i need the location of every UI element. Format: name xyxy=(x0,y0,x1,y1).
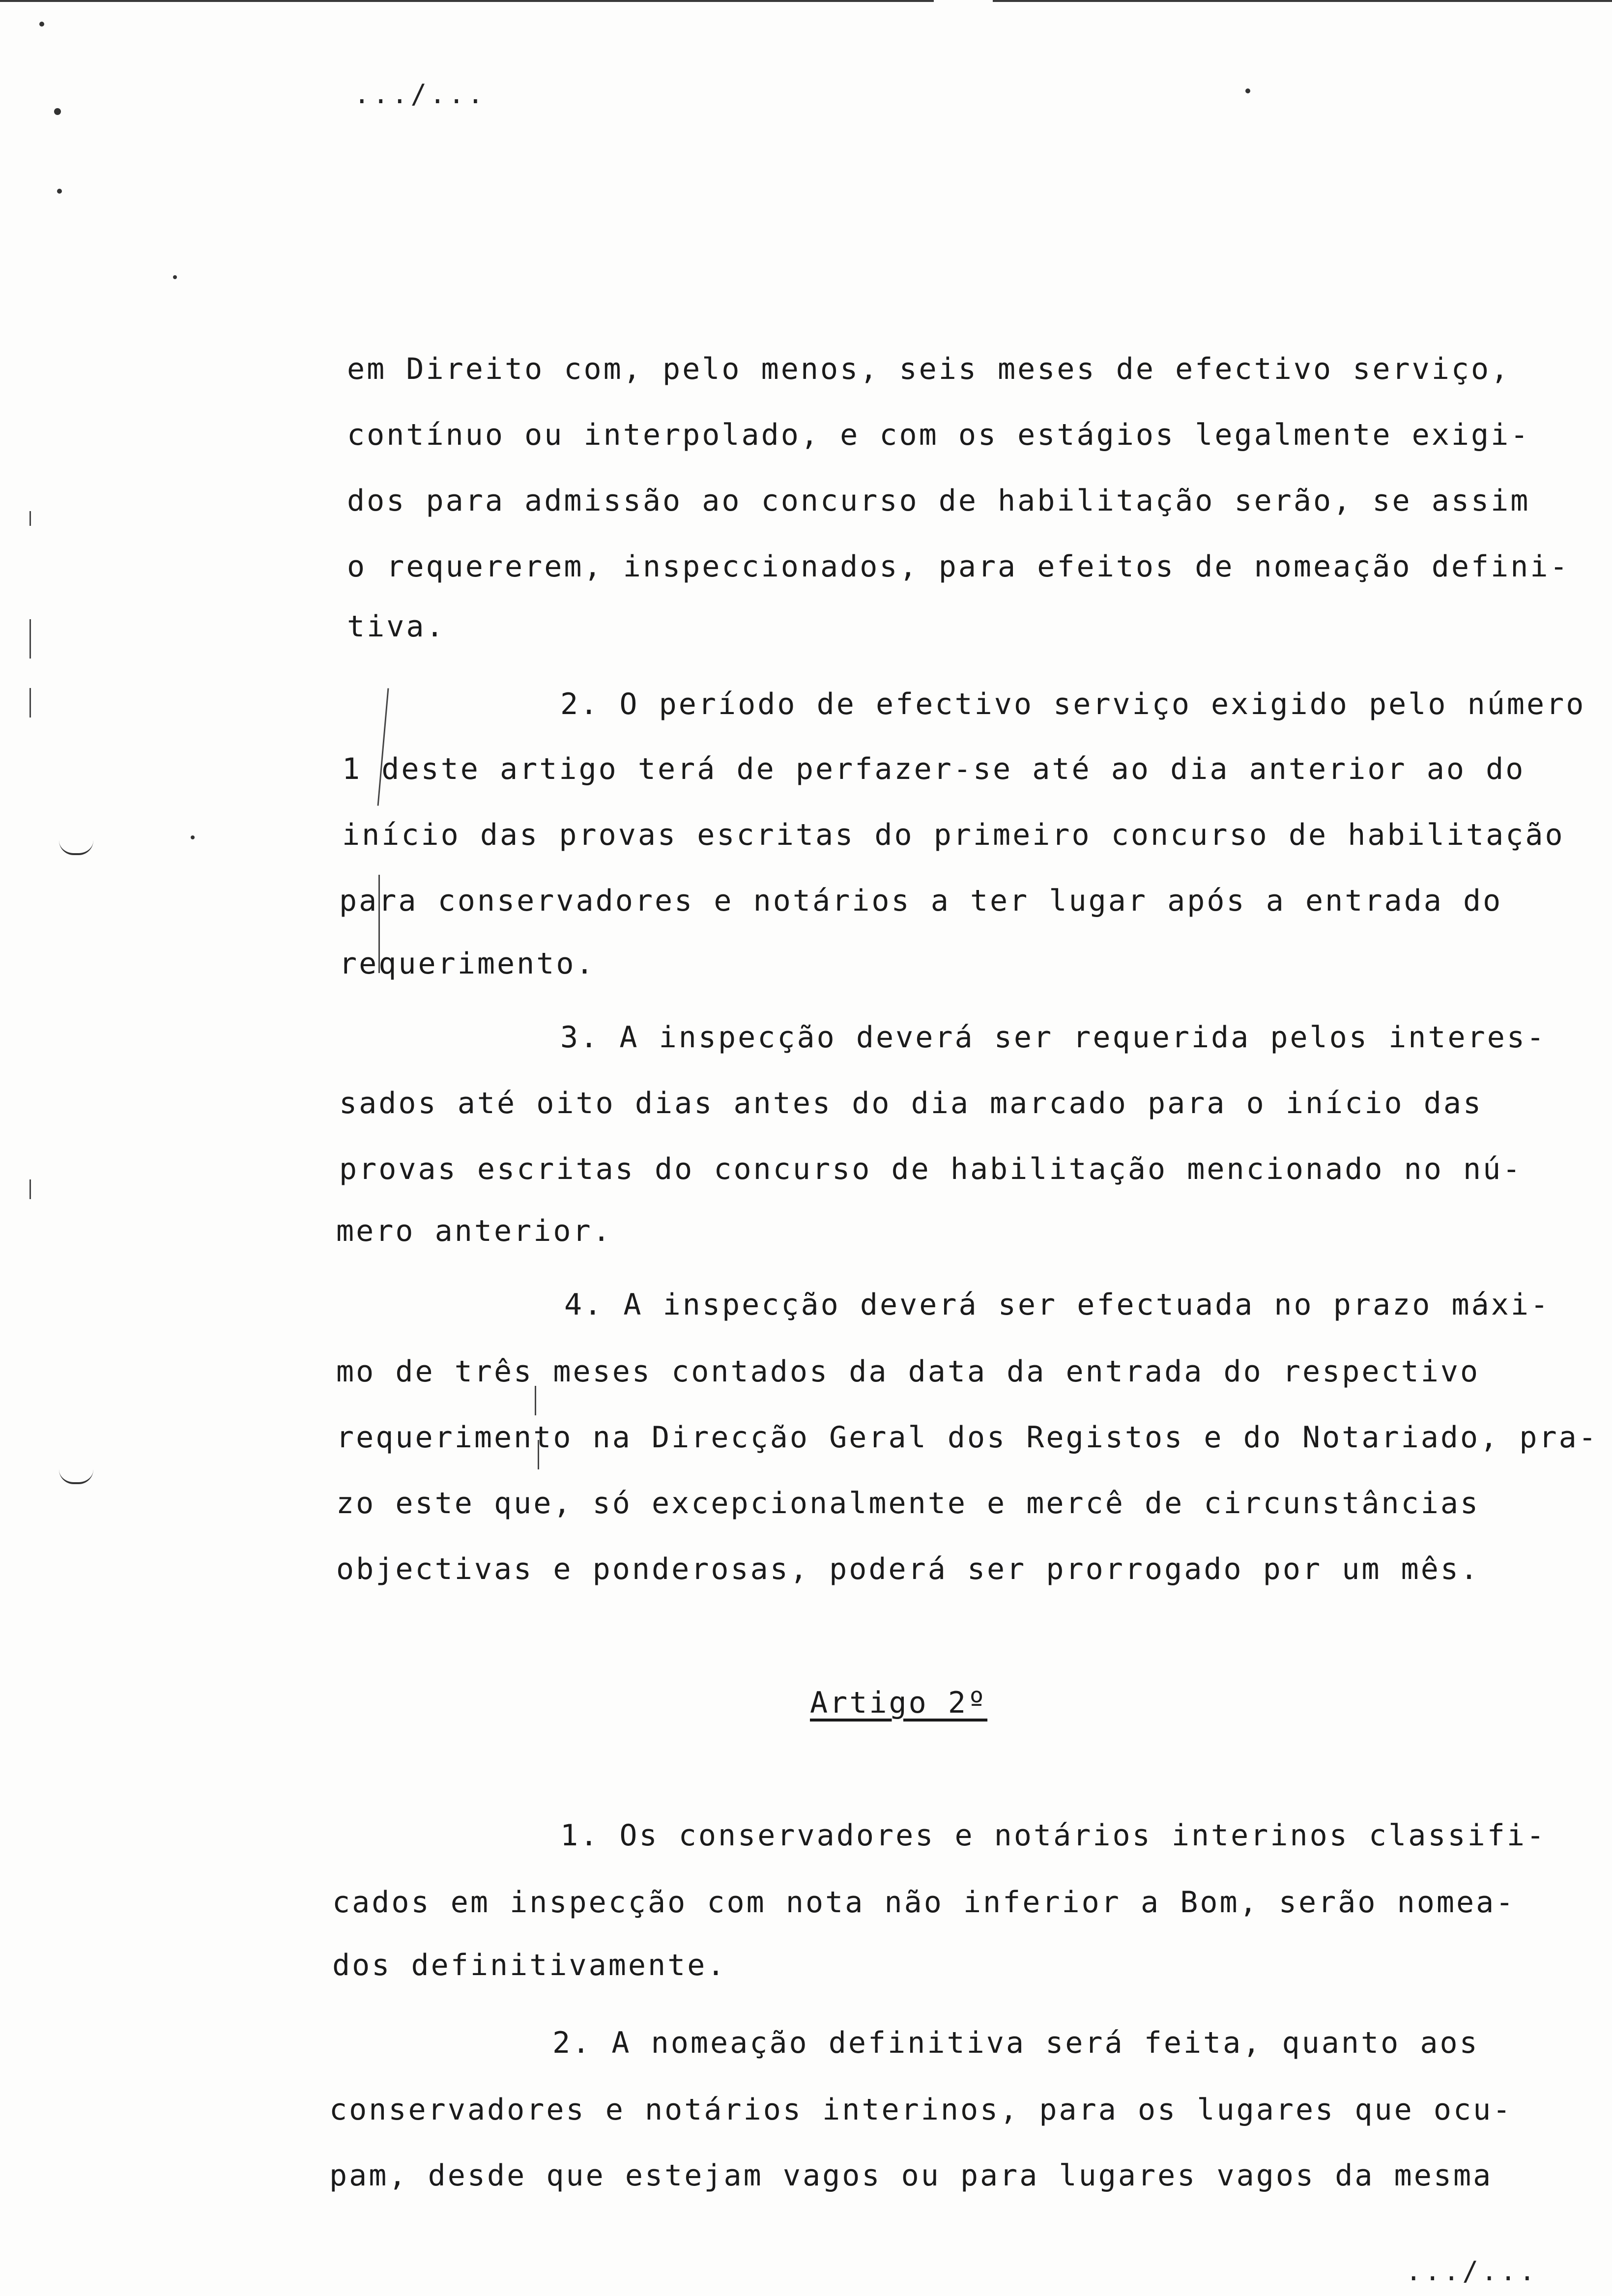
handwritten-bracket xyxy=(377,688,389,805)
body-line: requerimento. xyxy=(339,947,596,981)
continuation-mark-top: .../... xyxy=(354,79,487,110)
body-line: provas escritas do concurso de habilitação mencionado no nú- xyxy=(339,1152,1523,1186)
body-line: 3. A inspecção deverá ser requerida pelos interes- xyxy=(560,1020,1547,1055)
article-line: 1. Os conservadores e notários interinos classifi- xyxy=(560,1818,1547,1853)
scan-speck xyxy=(1245,88,1250,93)
body-line: 2. O período de efectivo serviço exigido pelo número xyxy=(560,687,1586,721)
margin-mark xyxy=(29,619,31,659)
body-line: objectivas e ponderosas, poderá ser prorrogado por um mês. xyxy=(336,1552,1480,1586)
article-line: 2. A nomeação definitiva será feita, quanto aos xyxy=(552,2026,1479,2060)
scan-speck xyxy=(173,275,177,279)
scan-speck xyxy=(39,22,44,27)
body-line: dos para admissão ao concurso de habilitação serão, se assim xyxy=(347,484,1530,518)
margin-mark xyxy=(29,688,31,718)
body-line: 4. A inspecção deverá ser efectuada no prazo máxi- xyxy=(564,1288,1551,1322)
body-line: mero anterior. xyxy=(336,1214,612,1248)
article-line: dos definitivamente. xyxy=(332,1948,727,1982)
body-line: zo este que, só excepcionalmente e mercê de circunstâncias xyxy=(336,1486,1480,1521)
body-line: mo de três meses contados da data da entrada do respectivo xyxy=(336,1354,1480,1389)
scan-speck xyxy=(191,835,195,839)
body-line: para conservadores e notários a ter lugar após a entrada do xyxy=(339,884,1503,918)
body-line: requerimento na Direcção Geral dos Registos e do Notariado, pra- xyxy=(336,1420,1598,1455)
body-line: em Direito com, pelo menos, seis meses de efectivo serviço, xyxy=(347,352,1511,386)
article-line: pam, desde que estejam vagos ou para lugares vagos da mesma xyxy=(329,2158,1493,2193)
hole-punch-mark xyxy=(59,1469,93,1484)
article-heading: Artigo 2º xyxy=(810,1686,988,1720)
scan-speck xyxy=(57,189,62,194)
handwritten-mark xyxy=(535,1386,536,1415)
top-border-rule xyxy=(0,0,934,2)
hole-punch-mark xyxy=(59,840,93,855)
body-line: contínuo ou interpolado, e com os estágios legalmente exigi- xyxy=(347,418,1530,452)
margin-mark xyxy=(29,511,31,526)
body-line: 1 deste artigo terá de perfazer-se até ao dia anterior ao do xyxy=(342,752,1526,786)
body-line: início das provas escritas do primeiro concurso de habilitação xyxy=(342,818,1565,852)
article-line: conservadores e notários interinos, para os lugares que ocu- xyxy=(329,2093,1513,2127)
article-line: cados em inspecção com nota não inferior a Bom, serão nomea- xyxy=(332,1885,1516,1920)
margin-mark xyxy=(29,1179,31,1199)
top-border-rule xyxy=(993,0,1612,2)
body-line: tiva. xyxy=(347,609,446,644)
scan-speck xyxy=(54,108,61,115)
continuation-mark-bottom: .../... xyxy=(1406,2256,1538,2287)
body-line: sados até oito dias antes do dia marcado para o início das xyxy=(339,1086,1483,1120)
body-line: o requererem, inspeccionados, para efeitos de nomeação defini- xyxy=(347,549,1570,584)
